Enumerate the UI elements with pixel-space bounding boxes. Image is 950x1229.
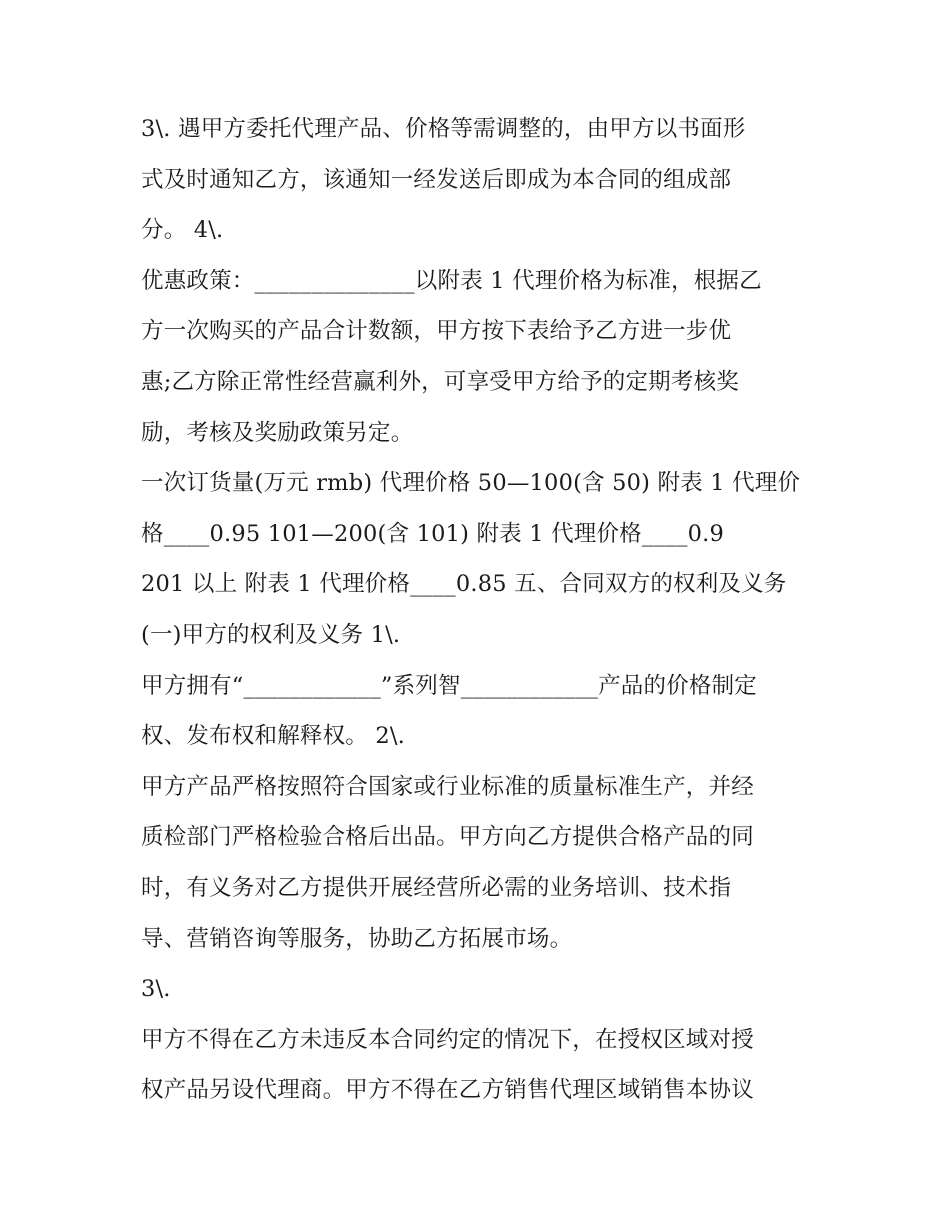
text-line: 式及时通知乙方，该通知一经发送后即成为本合同的组成部: [141, 166, 732, 193]
contract-text-body: [141, 104, 821, 1116]
text-line: 一次订货量(万元 rmb) 代理价格 50—100(含 50) 附表 1 代理价: [141, 470, 801, 497]
text-line: 励，考核及奖励政策另定。: [141, 419, 414, 446]
text-line: 权产品另设代理商。甲方不得在乙方销售代理区域销售本协议: [141, 1077, 754, 1104]
text-line: 方一次购买的产品合计数额，甲方按下表给予乙方进一步优: [141, 318, 732, 345]
text-line: 权、发布权和解释权。 2\.: [141, 723, 406, 750]
text-line: 时，有义务对乙方提供开展经营所必需的业务培训、技术指: [141, 874, 732, 901]
text-line: 201 以上 附表 1 代理价格____0.85 五、合同双方的权利及义务: [141, 571, 787, 598]
text-line: 导、营销咨询等服务，协助乙方拓展市场。: [141, 925, 573, 952]
text-line: 惠;乙方除正常性经营赢利外，可享受甲方给予的定期考核奖: [141, 368, 739, 395]
text-line: 3\. 遇甲方委托代理产品、价格等需调整的，由甲方以书面形: [141, 116, 746, 142]
text-line: 甲方不得在乙方未违反本合同约定的情况下，在授权区域对授: [141, 1026, 754, 1053]
text-line: 分。 4\.: [141, 217, 224, 244]
text-line: 甲方拥有“____________”系列智____________产品的价格制定: [141, 672, 758, 699]
text-line: 3\.: [141, 976, 171, 1003]
text-line: (一)甲方的权利及义务 1\.: [141, 621, 401, 648]
text-line: 质检部门严格检验合格后出品。甲方向乙方提供合格产品的同: [141, 824, 754, 851]
text-line: 格____0.95 101—200(含 101) 附表 1 代理价格____0.9: [141, 520, 725, 547]
text-line: 甲方产品严格按照符合国家或行业标准的质量标准生产，并经: [141, 773, 754, 800]
text-line: 优惠政策：______________以附表 1 代理价格为标准，根据乙: [141, 267, 762, 294]
